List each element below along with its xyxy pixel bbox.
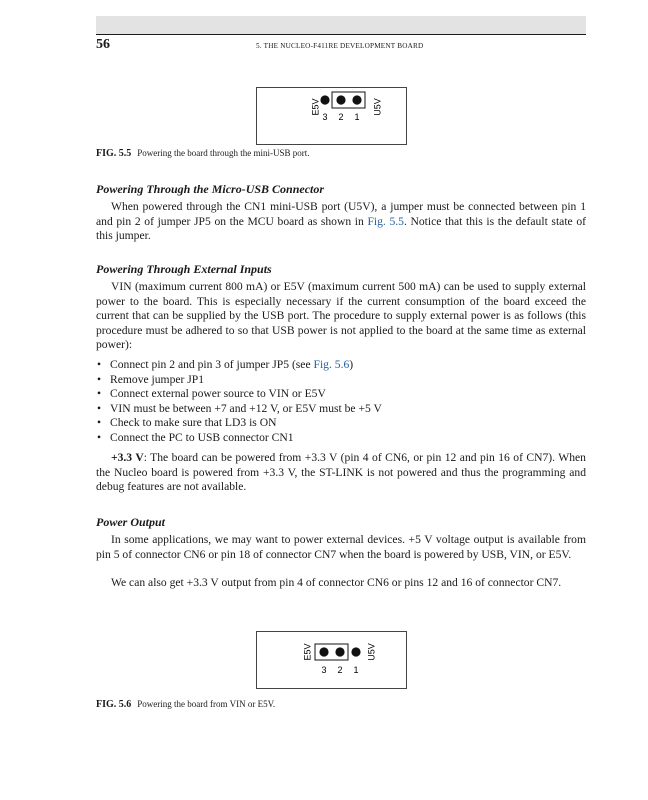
list-item: • Check to make sure that LD3 is ON [96,416,586,431]
pin-3 [320,95,329,104]
pin-1 [352,95,361,104]
pin-number-1: 1 [354,112,360,122]
caption-text: Powering the board through the mini-USB port. [137,148,310,158]
page-number: 56 [96,37,110,52]
header-rule [96,34,586,35]
label-e5v: E5V [310,98,321,116]
figure-5-6-caption [96,699,275,710]
list-item: • Connect external power source to VIN or E5V [96,387,586,402]
figure-link-5-5[interactable]: Fig. 5.5 [367,214,404,228]
pin-3 [319,647,328,656]
text-after-link: . Notice that this is the default state of this jumper. [96,214,586,243]
paragraph-power-output-1: In some applications, we may want to power external devices. +5 V voltage output is available from pin 5 of connector CN6 or pin 18 of connector CN7 when the board is powered by USB, VIN, or E5V. [96,533,586,561]
caption-text: Powering the board from VIN or E5V. [137,699,276,709]
list-item: • Remove jumper JP1 [96,373,586,388]
pin-number-2: 2 [337,665,343,675]
list-text: ) [349,358,354,371]
text-before-link: When powered through the CN1 mini-USB port (U5V), a jumper must be connected between pin 1 and pin 2 of jumper JP5 on the MCU board as shown in [96,200,586,228]
label-u5v: U5V [366,643,377,661]
figure-link-5-6[interactable]: Fig. 5.6 [313,358,350,371]
header-shade-bar [96,16,586,34]
paragraph-external-inputs: VIN (maximum current 800 mA) or E5V (maximum current 500 mA) can be used to supply external power to the board. This is especially necessary if the current consumption of the board exceed the current that can be supplied by the USB port. The procedure to supply external power is as follows (this procedure must be adhered to so that USB power is not applied to the board at the same time as external power): [96,280,586,352]
pin-2 [335,647,344,656]
heading-micro-usb: Powering Through the Micro-USB Connector [96,182,325,196]
paragraph-power-output-2: We can also get +3.3 V output from pin 4 of connector CN6 or pins 12 and 16 of connector CN7. [111,576,562,589]
list-item: • VIN must be between +7 and +12 V, or E5V must be +5 V [96,402,586,417]
caption-label: FIG. 5.6 [96,699,132,710]
figure-5-6 [256,631,407,689]
jumper-diagram-5-5 [257,88,406,144]
jumper-diagram-5-6 [257,632,406,688]
paragraph-micro-usb [96,200,586,244]
caption-label: FIG. 5.5 [96,148,132,159]
label-u5v: U5V [372,98,383,116]
figure-5-5-caption [96,148,310,159]
pin-2 [336,95,345,104]
list-item [96,358,586,373]
label-e5v: E5V [302,643,313,661]
pin-number-2: 2 [338,112,344,122]
pin-number-3: 3 [322,112,328,122]
list-text: Connect pin 2 and pin 3 of jumper JP5 (see [110,358,314,371]
procedure-list [96,358,586,445]
note-lead: +3.3 V [111,451,144,464]
heading-external-inputs: Powering Through External Inputs [96,262,272,276]
paragraph-3v3-note [96,451,586,495]
pin-number-1: 1 [353,665,359,675]
list-item: • Connect the PC to USB connector CN1 [96,431,586,446]
note-text: : The board can be powered from +3.3 V (pin 4 of CN6, or pin 12 and pin 16 of CN7). When the Nucleo board is powered from +3.3 V, the ST-LINK is not powered and thus the programming and debug features are not available. [96,451,586,494]
heading-power-output: Power Output [96,515,166,529]
pin-1 [351,647,360,656]
figure-5-5 [256,87,407,145]
pin-number-3: 3 [321,665,327,675]
running-head: 5. THE NUCLEO-F411RE DEVELOPMENT BOARD [256,42,424,50]
